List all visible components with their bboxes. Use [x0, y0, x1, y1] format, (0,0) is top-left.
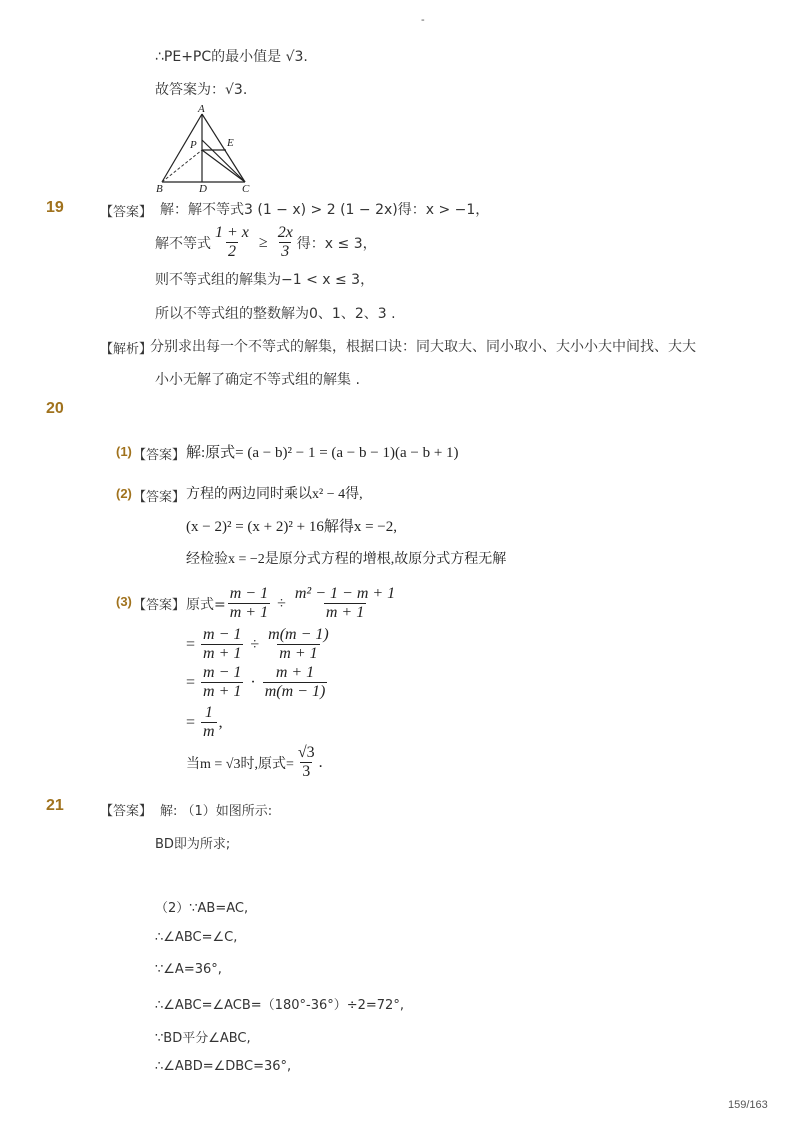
q20-part1-text: 解:原式= (a − b)² − 1 = (a − b − 1)(a − b + 1) [186, 445, 459, 461]
q19-fraction-2 [276, 224, 295, 262]
label-d: D [199, 183, 207, 194]
q21-number: 21 [46, 797, 64, 814]
p3-frac1-den: m + 1 [229, 604, 269, 622]
q20-part2-line2: (x − 2)² = (x + 2)² + 16解得x = −2, [186, 519, 397, 535]
p3-r2-op: ÷ [250, 635, 260, 653]
q19-line2-post: 得：x ≤ 3， [296, 235, 377, 252]
q20-part1-number: (1) [116, 444, 132, 459]
q19-line1: 解：解不等式3 (1 − x) > 2 (1 − 2x)得：x > −1， [160, 202, 490, 218]
q19-analysis-line2: 小小无解了确定不等式组的解集 . [155, 372, 360, 388]
label-p: P [190, 139, 197, 151]
p3-r5-pre: 当m = √3时,原式= [186, 756, 294, 772]
p3-r3-frac1-num: m − 1 [203, 664, 242, 681]
q21-line1: 解: （1）如图所示: [160, 804, 273, 819]
q21-line3: （2）∵AB=AC, [155, 901, 249, 916]
p3-r2-frac2-num: m(m − 1) [268, 626, 329, 643]
q19-frac2-numerator: 2x [277, 224, 293, 241]
q20-part2-number: (2) [116, 486, 132, 501]
q19-geq: ≥ [258, 233, 268, 251]
q19-frac1-denominator: 2 [227, 243, 236, 261]
top-mark: - [421, 14, 425, 26]
q21-line8: ∴∠ABD=∠DBC=36°, [155, 1059, 292, 1074]
q20-part3-row1 [186, 585, 399, 623]
p3-r5-num: √3 [297, 744, 315, 761]
side-ac [202, 114, 245, 182]
q20-part3-row5 [186, 744, 323, 782]
q20-part3-number: (3) [116, 594, 132, 609]
q20-part3-row3 [186, 664, 329, 702]
label-e: E [227, 137, 234, 149]
q19-analysis-tag: 【解析】 [100, 342, 153, 357]
p3-div: ÷ [277, 594, 286, 612]
p3-r3-frac2-num: m + 1 [275, 664, 315, 681]
p3-r3-frac1-den: m + 1 [203, 683, 242, 701]
label-c: C [242, 183, 250, 194]
q21-line2: BD即为所求; [155, 837, 231, 852]
p3-r4-eq: = [186, 713, 196, 731]
segment-pc [202, 150, 245, 182]
q20-part3-tag: 【答案】 [133, 598, 186, 613]
q19-frac1-numerator: 1 + x [215, 224, 249, 241]
p3-r3-frac2 [263, 664, 328, 702]
q19-frac2-denominator: 3 [281, 243, 290, 261]
q21-line7: ∵BD平分∠ABC, [155, 1031, 251, 1046]
p3-r2-frac1-den: m + 1 [203, 645, 242, 663]
q20-part2-tag: 【答案】 [133, 490, 186, 505]
q19-line4: 所以不等式组的整数解为0、1、2、3 . [155, 306, 396, 322]
q19-line3: 则不等式组的解集为−1 < x ≤ 3， [155, 272, 375, 288]
q20-part3-row2 [186, 626, 333, 664]
q20-part1-tag: 【答案】 [133, 448, 186, 463]
p3-r5-post: . [318, 753, 323, 771]
p3-r5-frac [296, 744, 317, 782]
page-number: 159/163 [728, 1099, 768, 1111]
segment-pc-alt [202, 140, 245, 182]
p3-r4-frac [201, 704, 217, 742]
q18-line1: ∴PE+PC的最小值是 √3. [155, 49, 308, 65]
triangle-figure [150, 102, 260, 194]
q19-number: 19 [46, 199, 64, 216]
p3-r3-frac1 [201, 664, 243, 702]
q21-line6: ∴∠ABC=∠ACB=（180°-36°）÷2=72°, [155, 998, 404, 1013]
p3-r2-frac1 [201, 626, 243, 664]
p3-r4-num: 1 [204, 704, 213, 721]
p3-r3-eq: = [186, 673, 196, 691]
p3-frac2-den: m + 1 [325, 604, 365, 622]
q20-part2-line3: 经检验x = −2是原分式方程的增根,故原分式方程无解 [186, 552, 507, 567]
q19-answer-tag: 【答案】 [100, 205, 153, 220]
q19-line2 [155, 224, 377, 262]
label-b: B [156, 183, 163, 194]
q21-line4: ∴∠ABC=∠C, [155, 930, 238, 945]
p3-frac1-num: m − 1 [229, 585, 269, 602]
p3-r4-den: m [203, 723, 215, 741]
p3-pre: 原式= [186, 596, 226, 613]
q18-line2: 故答案为：√3. [155, 82, 248, 98]
q21-answer-tag: 【答案】 [100, 804, 153, 819]
p3-r2-frac2-den: m + 1 [279, 645, 318, 663]
p3-r2-frac1-num: m − 1 [203, 626, 242, 643]
q21-line5: ∵∠A=36°, [155, 962, 222, 977]
q19-line2-pre: 解不等式 [155, 235, 211, 252]
q19-fraction-1 [213, 224, 251, 262]
p3-r2-eq: = [186, 635, 196, 653]
p3-r3-frac2-den: m(m − 1) [264, 683, 326, 701]
p3-r3-op: · [250, 673, 256, 691]
q20-part3-row4 [186, 704, 223, 742]
p3-r2-frac2 [266, 626, 331, 664]
p3-r4-post: , [218, 713, 223, 731]
q19-analysis-line1: 分别求出每一个不等式的解集，根据口诀：同大取大、同小取小、大小小大中间找、大大 [150, 339, 696, 355]
q20-number: 20 [46, 400, 64, 417]
p3-frac2-num: m² − 1 − m + 1 [294, 585, 396, 602]
p3-r5-den: 3 [302, 763, 311, 781]
p3-frac1 [228, 585, 270, 623]
label-a: A [198, 103, 205, 115]
p3-frac2 [293, 585, 397, 623]
q20-part2-line1: 方程的两边同时乘以x² − 4得, [186, 487, 363, 502]
segment-bp-dashed [162, 150, 202, 182]
